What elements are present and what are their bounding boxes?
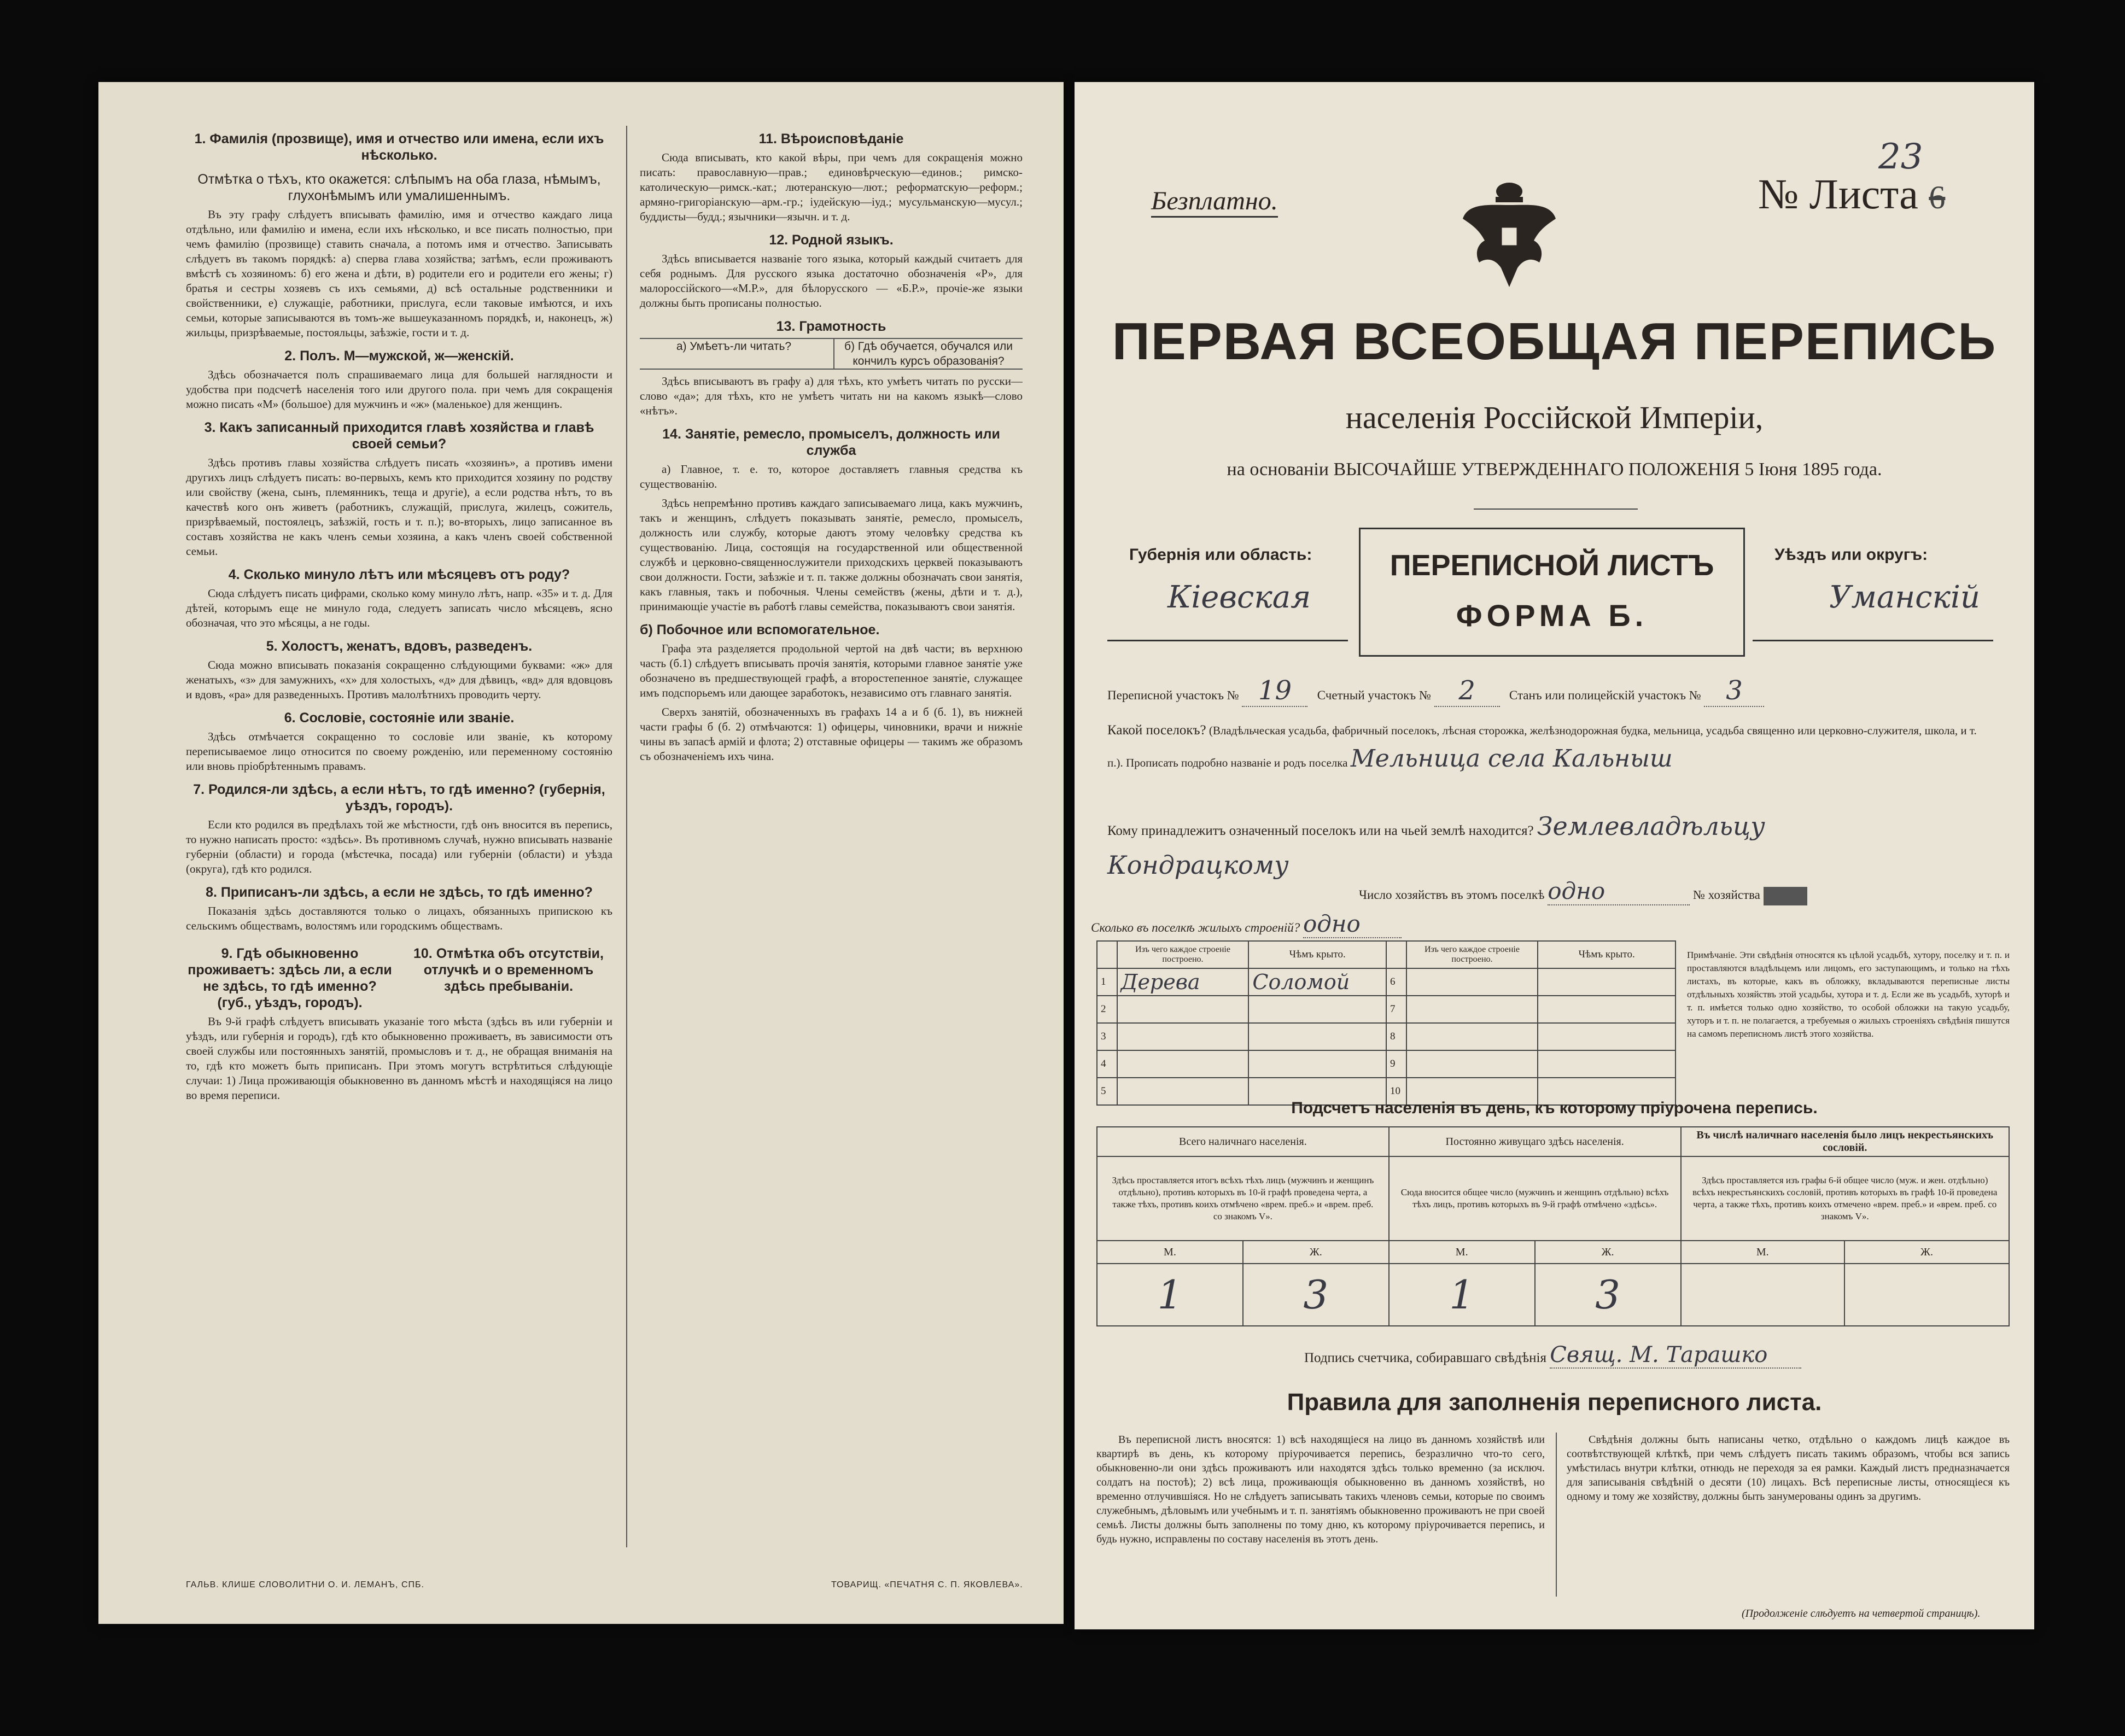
section-3-title: 3. Какъ записанный приходится главѣ хозяйства и главѣ своей семьи? xyxy=(204,420,594,452)
section-13-title: 13. Грамотность xyxy=(776,319,886,334)
female-label: Ж. xyxy=(1243,1241,1389,1264)
column-divider xyxy=(626,126,627,1547)
census-district-label: Переписной участокъ № xyxy=(1107,688,1239,702)
section-9-title: 9. Гдѣ обыкновенно проживаетъ: здѣсь ли, а если не здѣсь, то гдѣ именно? (губ., уѣздъ, городъ). xyxy=(188,946,392,1010)
building-roof xyxy=(1538,968,1676,996)
rules-divider xyxy=(1556,1433,1557,1597)
uezd-box xyxy=(1753,536,1993,641)
section-14-text: Здѣсь непремѣнно противъ каждаго записываемаго лица, какъ мужчинъ, такъ и женщинъ, слѣдуетъ показывать занятіе, ремесло, промыселъ, должность или службу, которые даютъ этому человѣку средства къ существованію. Лица, состоящія на государственной или общественной службѣ и церковно-священнослужители приходскихъ церквей показываютъ свои должности. Гости, заѣзжіе и т. п. также должны обозначать свои занятія, какъ главныя, такъ и побочныя. Члены семействъ (жены, дѣти и т. д.), принимающіе участіе въ работѣ главы семейства, показываютъ свои занятія. xyxy=(640,496,1023,613)
row-number: 8 xyxy=(1386,1023,1406,1050)
left-page xyxy=(98,82,1064,1624)
section-14b-text: Графа эта разделяется продольной чертой на двѣ части; въ верхнюю часть (б.1) слѣдуетъ вписывать прочія занятія, которыми главное занятіе уже обозначено въ предшествующей графѣ, а второстепенное занятіе, служащее имъ подспорьемъ или дающее заработокъ, независимо отъ главнаго занятія. xyxy=(640,642,1023,699)
census-district-value: 19 xyxy=(1242,675,1307,707)
section-10-title: 10. Отмѣтка объ отсутствіи, отлучкѣ и о временномъ здѣсь пребываніи. xyxy=(413,946,604,994)
sheet-number-label: № Листа xyxy=(1758,170,1918,218)
left-footer-1: ГАЛЬВ. КЛИШЕ СЛОВОЛИТНИ О. И. ЛЕМАНЪ, СПБ. xyxy=(186,1580,424,1589)
population-table xyxy=(1096,1126,2010,1326)
count-district-value: 2 xyxy=(1434,675,1500,707)
bldg-header-roof-1: Чѣмъ крыто. xyxy=(1248,941,1386,968)
section-6-title: 6. Сословіе, состояніе или званіе. xyxy=(284,710,515,726)
section-13b-label: б) Гдѣ обучается, обучался или кончилъ курсъ образованія? xyxy=(833,339,1023,369)
pop-desc-permanent: Сюда вносится общее число (мужчинъ и женщинъ отдѣльно) всѣхъ тѣхъ лицъ, противъ которыхъ въ 9-й графѣ отмѣчено «здѣсь». xyxy=(1389,1156,1681,1241)
stan-value: 3 xyxy=(1704,675,1764,707)
table-row xyxy=(1097,1023,1676,1050)
section-11-title: 11. Вѣроисповѣданіе xyxy=(758,131,904,147)
section-12-text: Здѣсь вписывается названіе того языка, который каждый считаетъ для себя роднымъ. Для русского языка достаточно обозначенія «Р», для малороссійского—«М.Р.», для бѣлорусского — «Б.Р.», прочіе-же языки должны быть прописаны полностью. xyxy=(640,252,1023,309)
pop-header-permanent: Постоянно живущаго здѣсь населенія. xyxy=(1389,1127,1681,1156)
section-13a-label: а) Умѣетъ-ли читать? xyxy=(676,340,792,353)
section-9-10-header xyxy=(186,938,612,1014)
section-6-text: Здѣсь отмѣчается сокращенно то сословіе или званіе, къ которому переписываемое лицо относится по своему рожденію, или переменному состоянію или вновь пріобрѣтеннымъ правамъ. xyxy=(186,730,612,773)
sheet-number-handwritten: 23 xyxy=(1878,137,1923,177)
section-14-subtitle: а) Главное, т. е. то, которое доставляетъ главныя средства къ существованію. xyxy=(640,463,1023,490)
pop-desc-total: Здѣсь проставляется итогъ всѣхъ тѣхъ лицъ (мужчинъ и женщинъ отдѣльно), противъ которыхъ въ 10-й графѣ проведена черта, а также тѣхъ, противъ коихъ отмѣчено «врем. преб.» и «врем. преб. со знакомъ V». xyxy=(1097,1156,1389,1241)
stan-label: Станъ или полицейскій участокъ № xyxy=(1509,688,1701,702)
form-subtitle: ФОРМА Б. xyxy=(1456,598,1648,633)
settlement-label: Какой поселокъ? xyxy=(1107,723,1206,738)
rules-title: Правила для заполненія переписного листа. xyxy=(1287,1389,1822,1416)
household-number-redacted xyxy=(1764,887,1807,905)
owner-label: Кому принадлежитъ означенный поселокъ или на чьей землѣ находится? xyxy=(1107,823,1534,838)
guberniya-value: Кіевская xyxy=(1167,580,1311,615)
section-7-title: 7. Родился-ли здѣсь, а если нѣтъ, то гдѣ именно? (губернія, уѣздъ, городъ). xyxy=(193,782,605,814)
female-label: Ж. xyxy=(1535,1241,1681,1264)
buildings-note: Примѣчаніе. Эти свѣдѣнія относятся къ цѣлой усадьбѣ, хутору, поселку и т. п. и проставляются владѣльцемъ или лицомъ, его заступающимъ, и только на тѣхъ листахъ, въ которые, какъ въ обложку, вкладываются переписные листы отдѣльныхъ хозяйствъ этой усадьбы, хутора и т. д. Если же въ усадьбѣ, хуторѣ и т. п. имѣется только одно хозяйство, то особой обложки на такую усадьбу, хуторъ и т. п. не полагается, а требуемыя о жилыхъ строеніяхъ свѣдѣнія пишутся на самомъ переписномъ листѣ этого хозяйства. xyxy=(1687,950,2010,1039)
households-label: Число хозяйствъ въ этомъ поселкѣ xyxy=(1359,888,1545,902)
household-number-label: № хозяйства xyxy=(1693,888,1760,902)
section-5-title: 5. Холостъ, женатъ, вдовъ, разведенъ. xyxy=(266,639,533,654)
section-4-title: 4. Сколько минуло лѣтъ или мѣсяцевъ отъ роду? xyxy=(228,567,570,582)
section-13-subheaders xyxy=(640,338,1023,370)
section-8-title: 8. Приписанъ-ли здѣсь, а если не здѣсь, то гдѣ именно? xyxy=(206,885,593,900)
right-page xyxy=(1075,82,2034,1629)
buildings-label: Сколько въ поселкѣ жилыхъ строеній? xyxy=(1091,921,1300,934)
permanent-female-value: 3 xyxy=(1535,1264,1681,1326)
total-female-value: 3 xyxy=(1243,1264,1389,1326)
count-title: Подсчетъ населенія въ день, къ которому пріурочена перепись. xyxy=(1291,1099,1818,1117)
row-number: 4 xyxy=(1097,1050,1117,1078)
building-material: Дерева xyxy=(1117,968,1249,996)
female-label: Ж. xyxy=(1844,1241,2009,1264)
district-row xyxy=(1107,675,1764,707)
rules-right-text: Свѣдѣнія должны быть написаны четко, отдѣльно о каждомъ лицѣ каждое въ соотвѣтствующей клѣткѣ, при чемъ слѣдуетъ писать такимъ образомъ, чтобы вся запись умѣстилась внутри клѣтки, отнюдь не переходя за ея рамки. Каждый листъ предназначается для записыванія свѣдѣній о десяти (10) лицахъ. Всѣ переписные листы, относящіеся къ одному и тому же хозяйству, должны быть занумерованы одинъ за другимъ. xyxy=(1567,1434,2010,1503)
building-material xyxy=(1406,968,1538,996)
census-title: ПЕРВАЯ ВСЕОБЩАЯ ПЕРЕПИСЬ xyxy=(1112,312,1997,371)
census-subtitle: населенія Россійской Имперіи, xyxy=(1345,400,1764,435)
rules-left-text: Въ переписной листъ вносятся: 1) всѣ находящіеся на лицо въ данномъ хозяйствѣ или квартирѣ въ день, къ которому пріурочивается перепись, безразлично что-то сего, обыкновенно-ли они здѣсь проживаютъ или находятся здѣсь только временно (за исключ. солдатъ на постоѣ); 2) всѣ лица, проживающія обыкновенно въ данномъ хозяйствѣ, но временно отлучившіяся. Но не слѣдуетъ записывать такихъ членовъ семьи, которые по своимъ служебнымъ, дѣловымъ или учебнымъ и т. п. занятіямъ обыкновенно проживаютъ не при своей семьѣ. Листы должны быть заполнены по тому дню, къ которому пріурочивается перепись, и будь нужно, исправлены по составу населенія въ этотъ день. xyxy=(1096,1434,1545,1545)
signature-row xyxy=(1304,1342,1801,1369)
row-number: 2 xyxy=(1097,996,1117,1023)
households-value: одно xyxy=(1548,878,1690,905)
male-label: М. xyxy=(1097,1241,1243,1264)
bldg-header-material-2: Изъ чего каждое строеніе построено. xyxy=(1406,941,1538,968)
row-number: 3 xyxy=(1097,1023,1117,1050)
pop-header-nonpeasant: Въ числѣ наличнаго населенія было лицъ некрестьянскихъ сословій. xyxy=(1681,1127,2010,1156)
section-1-title: 1. Фамилія (прозвище), имя и отчество или имена, если ихъ нѣсколько. xyxy=(194,131,604,163)
male-label: М. xyxy=(1681,1241,1845,1264)
owner-value-1: Землевладѣльцу xyxy=(1537,811,1765,841)
owner-value-2: Кондрацкому xyxy=(1107,850,1289,880)
guberniya-label: Губернія или область: xyxy=(1129,546,1312,564)
row-number: 5 xyxy=(1097,1078,1117,1105)
count-district-label: Счетный участокъ № xyxy=(1317,688,1431,702)
uezd-value: Уманскій xyxy=(1829,580,1980,615)
section-4-text: Сюда слѣдуетъ писать цифрами, сколько кому минуло лѣтъ, напр. «35» и т. д. Для дѣтей, которымъ еще не минуло года, следуетъ записать число мѣсяцевъ, ясно обозначая, что это мѣсяцы, а не годы. xyxy=(186,587,612,629)
form-title: ПЕРЕПИСНОЙ ЛИСТЪ xyxy=(1390,549,1714,582)
section-2-title: 2. Полъ. М—мужской, ж—женскій. xyxy=(284,348,514,364)
nonpeasant-female-value xyxy=(1844,1264,2009,1326)
guberniya-box xyxy=(1107,536,1348,641)
row-number: 10 xyxy=(1386,1078,1406,1105)
male-label: М. xyxy=(1389,1241,1535,1264)
section-14-title: 14. Занятіе, ремесло, промыселъ, должность или служба xyxy=(662,426,1000,458)
table-row xyxy=(1097,968,1676,996)
left-column-2 xyxy=(640,123,1023,1545)
section-3-text: Здѣсь противъ главы хозяйства слѣдуетъ писать «хозяинъ», а противъ имени другихъ лицъ слѣдуетъ писать: во-первыхъ, кемъ кто приходится хозяину по родству или свойству (жена, сынъ, племянникъ, теща и другіе), а если родства нѣтъ, то въ качествѣ кого онъ живетъ (работникъ, служащій, прислуга, жилецъ, сожитель, призрѣваемый, постоялецъ, заѣзжій, гость и т. п.); во-вторыхъ, лицо записанное въ составъ хозяйства не какъ членъ семьи хозяина, а какъ членъ своей собственной семьи. xyxy=(186,456,612,558)
row-number: 7 xyxy=(1386,996,1406,1023)
section-8-text: Показанія здѣсь доставляются только о лицахъ, обязанныхъ припискою къ сельскимъ обществамъ, волостямъ или городскимъ обществамъ. xyxy=(186,904,612,932)
bldg-header-roof-2: Чѣмъ крыто. xyxy=(1538,941,1676,968)
row-number: 9 xyxy=(1386,1050,1406,1078)
signature-value: Свящ. М. Тарашко xyxy=(1550,1342,1801,1369)
census-basis: на основаніи ВЫСОЧАЙШЕ УТВЕРЖДЕННАГО ПОЛОЖЕНІЯ 5 Іюня 1895 года. xyxy=(1227,459,1882,480)
building-roof: Соломой xyxy=(1248,968,1386,996)
continued-note: (Продолженіе слѣдуетъ на четвертой страницѣ). xyxy=(1742,1608,1981,1620)
households-row xyxy=(1359,878,1807,905)
nonpeasant-male-value xyxy=(1681,1264,1845,1326)
section-1-subtitle: Отмѣтка о тѣхъ, кто окажется: слѣпымъ на оба глаза, нѣмымъ, глухонѣмымъ или умалишеннымъ. xyxy=(197,172,601,203)
free-label: Безплатно. xyxy=(1151,186,1278,218)
section-1-text: Въ эту графу слѣдуетъ вписывать фамилію, имя и отчество каждаго лица отдѣльно, или фамилію и имена, если ихъ нѣсколько, и все писать полностью, при чемъ фамилію (прозвище) ставить сначала, а потомъ имя и отчество. Записывать слѣдуетъ въ такомъ порядкѣ: а) сперва глава хозяйства; затѣмъ, если проживаютъ вмѣстѣ съ хозяиномъ: б) его жена и дѣти, в) родители его и родители его жены; г) братья и сестры хозяевъ съ ихъ семьями, д) всѣ остальные родственники и свойственники, е) служащіе, работники, прислуга, если таковые имѣются, и ихъ семьи, которые записываются въ томъ-же вышеуказанномъ порядкѣ, и, наконецъ, ж) жильцы, призрѣваемые, постояльцы, заѣзжіе, гости и т. д. xyxy=(186,208,612,339)
settlement-hint: (Владѣльческая усадьба, фабричный поселокъ, лѣсная сторожка, желѣзнодорожная будка, мельница, усадьба священно или церковно-служителя, школа, и т. п.). Прописать подробно названіе и родъ поселка xyxy=(1107,724,1977,769)
signature-label: Подпись счетчика, собиравшаго свѣдѣнія xyxy=(1304,1351,1546,1365)
section-11-text: Сюда вписывать, кто какой вѣры, при чемъ для сокращенія можно писать: православную—прав.; единовѣрческую—единов.; римско-католическую—римск.-кат.; лютеранскую—лют.; реформатскую—реформ.; армяно-григоріанскую—арм.-гр.; іудейскую—іуд.; мусульманскую—мусул.; буддисты—будд.; язычники—язычн. и т. д. xyxy=(640,151,1023,223)
section-7-text: Если кто родился въ предѣлахъ той же мѣстности, гдѣ онъ вносится въ перепись, то нужно написать просто: «здѣсь». Въ противномъ случаѣ, нужно вписывать названіе губерніи (области) и города (мѣстечка, посада) или губерніи (области) и уѣзда (округа), гдѣ кто родился. xyxy=(186,818,612,875)
section-12-title: 12. Родной языкъ. xyxy=(769,232,894,248)
table-row xyxy=(1097,996,1676,1023)
buildings-value: одно xyxy=(1303,910,1402,938)
permanent-male-value: 1 xyxy=(1389,1264,1535,1326)
table-row xyxy=(1097,1050,1676,1078)
row-number: 1 xyxy=(1097,968,1117,996)
pop-header-total: Всего наличнаго населенія. xyxy=(1097,1127,1389,1156)
section-9-text: Въ 9-й графѣ слѣдуетъ вписывать указаніе того мѣста (здѣсь въ или губерніи и уѣздъ, или губернія и городъ), гдѣ кто обыкновенно проживаетъ, въ зависимости отъ своей службы или постоянныхъ занятій, промысловъ и т. д., не обращая вниманія на то, гдѣ кто можетъ быть приписанъ. При этомъ могутъ встрѣтиться слѣдующіе случаи: 1) Лица проживающія обыкновенно въ данномъ мѣстѣ и находящіяся на лицо во время переписи. xyxy=(186,1015,612,1102)
imperial-eagle-emblem xyxy=(1457,180,1561,290)
buildings-row xyxy=(1091,910,1402,938)
section-13-text: Здѣсь вписываютъ въ графу а) для тѣхъ, кто умѣетъ читать по русски—слово «да»; для тѣхъ, кто не умѣетъ читать ни на какомъ языкѣ—слово «нѣтъ». xyxy=(640,375,1023,417)
bldg-header-material-1: Изъ чего каждое строеніе построено. xyxy=(1117,941,1249,968)
section-5-text: Сюда можно вписывать показанія сокращенно слѣдующими буквами: «ж» для женатыхъ, «з» для замужнихъ, «х» для холостыхъ, «д» для дѣвицъ, «вд» для вдовцовъ и вдовъ, «ра» для разведенныхъ. Противъ малолѣтнихъ проводить черту. xyxy=(186,658,612,701)
settlement-field xyxy=(1107,716,1993,777)
owner-field xyxy=(1107,809,1993,887)
title-divider xyxy=(1474,508,1638,510)
buildings-table xyxy=(1096,940,1676,1106)
section-14c-text: Сверхъ занятій, обозначенныхъ въ графахъ 14 а и б (б. 1), въ нижней части графы б (б. 2) отмѣчаются: 1) офицеры, чиновники, врачи и нижніе чины въ запасѣ армій и флота; 2) отставные офицеры — такимъ же образомъ съ обозначеніемъ ихъ чина. xyxy=(640,705,1023,763)
form-title-box xyxy=(1359,528,1745,657)
pop-desc-nonpeasant: Здѣсь проставляется изъ графы 6-й общее число (муж. и жен. отдѣльно) всѣхъ некрестьянскихъ сословій, противъ которыхъ въ графѣ 10-й проведена черта, а также тѣхъ, противъ коихъ отмечено «врем. преб.» и «врем. преб. со знакомъ V». xyxy=(1681,1156,2010,1241)
left-column-1 xyxy=(186,123,612,1556)
sheet-number-struck: 6 xyxy=(1929,179,1946,215)
left-footer-2: ТОВАРИЩ. «ПЕЧАТНЯ С. П. ЯКОВЛЕВА». xyxy=(831,1580,1023,1589)
settlement-value: Мельница села Кальныш xyxy=(1350,745,1673,773)
section-2-text: Здѣсь обозначается полъ спрашиваемаго лица для большей наглядности и удобства при подсчетѣ населенія того или другого пола. при чемъ для сокращенія можно писать «М» (большое) для мужчинъ и «ж» (маленькое) для женщинъ. xyxy=(186,368,612,411)
total-male-value: 1 xyxy=(1097,1264,1243,1326)
uezd-label: Уѣздъ или округъ: xyxy=(1774,546,1928,564)
row-number: 6 xyxy=(1386,968,1406,996)
section-14b-title: б) Побочное или вспомогательное. xyxy=(640,622,880,638)
